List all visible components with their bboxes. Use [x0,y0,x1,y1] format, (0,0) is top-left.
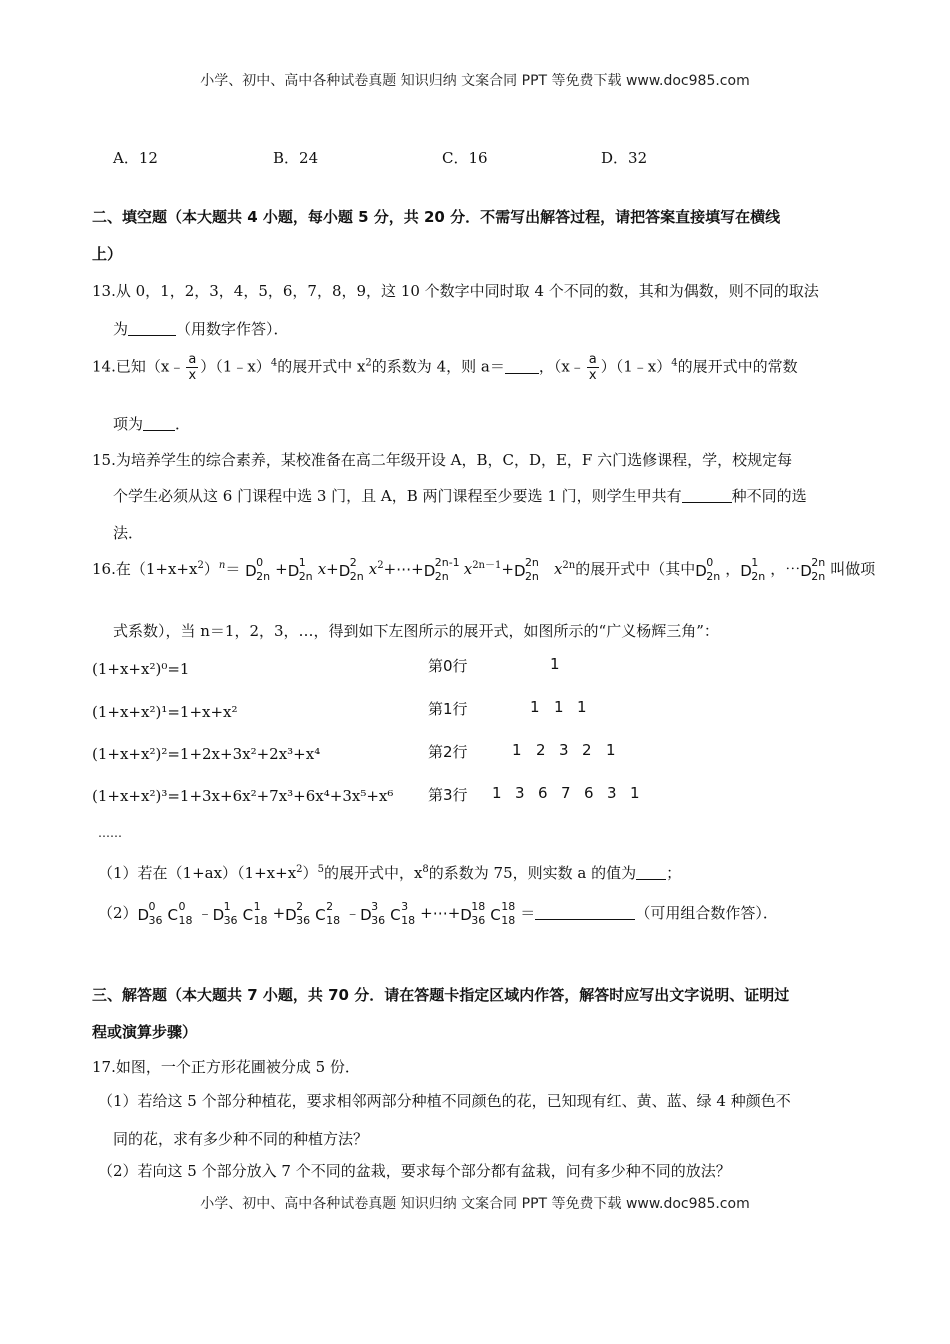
triangle-cell: 3 [607,784,617,802]
triangle-label-row3: 第3行 [428,786,468,804]
continuation-dots: …… [98,826,122,840]
q16-part3: ＝ [225,560,241,578]
triangle-label-row2: 第2行 [428,743,468,761]
triangle-label-row0: 第0行 [428,657,468,675]
q14-part6: ）（1﹣x） [600,357,672,376]
q14-text-d: ． [175,415,191,433]
q14-answer-blank-a [505,359,539,374]
q16-coef-d2nb: D 2n 2n [800,556,826,583]
option-c: C．16 [442,149,488,167]
q16-coef-d0: D 0 2n [245,556,271,583]
q14-part5: ，（x﹣ [538,357,585,376]
option-b: B．24 [273,149,319,167]
q16-coef-d1b: D 1 2n [740,556,766,583]
expansion-row-3: (1+x+x²)³=1+3x+6x²+7x³+6x⁴+3x⁵+x⁶ [92,787,394,805]
q15-answer-blank [682,488,732,503]
q14-part1: 14.已知（x﹣ [92,357,185,376]
q16-sub2-blank [535,905,635,920]
q17-line2: （1）若给这 5 个部分种植花，要求相邻两部分种植不同颜色的花，已知现有红、黄、蓝、绿 4 种颜色不 [98,1092,791,1110]
q16-coef-d2: D 2 2n [338,556,364,583]
q16-sub2-c1: C 1 18 [242,900,268,927]
section3-title-cont: 程或演算步骤） [92,1023,198,1041]
q16-line1: 16.在$(1+x+x^2)^n=$ D 0 2n + D 1 2n x+ D 2 2n $x^2+\cdots+$ D 2n-1 2n $x^{2n-1}+$ D 2n 2n $x^{2n}$的展开式中（其中 D 0 2n ， D 1 2n ，⋯ D 2n 2n 叫做项 [92,556,876,583]
page-header: 小学、初中、高中各种试卷真题 知识归纳 文案合同 PPT 等免费下载 www.doc985.com [200,73,750,89]
q16-sub2-d1: D 1 36 [212,900,238,927]
q15-text-a: 个学生必须从这 6 门课程中选 3 门，且 A，B 两门课程至少要选 1 门，则学生甲共有 [113,487,682,505]
q16-sub2-c0: C 0 18 [167,900,193,927]
q14-line2 [113,413,190,434]
q17-line1: 17.如图，一个正方形花圃被分成 5 份． [92,1058,360,1076]
section2-title: 二、填空题（本大题共 4 小题，每小题 5 分，共 20 分．不需写出解答过程，请把答案直接填写在横线 [92,208,781,226]
triangle-cell: 1 [554,698,564,716]
q14-exp-4: 4 [270,357,278,369]
triangle-cell: 1 [630,784,640,802]
q16-coef-d2n: D 2n 2n [513,556,539,583]
triangle-cell: 3 [559,741,569,759]
triangle-cell: 1 [492,784,502,802]
q15-line3: 法． [113,524,144,542]
q14-answer-blank-b [143,416,175,431]
triangle-cell: 2 [582,741,592,759]
q16-part2: ） [203,560,219,578]
q14-part7: 的展开式中的常数 [677,357,798,376]
q14-part3: 的展开式中 x [277,357,366,376]
triangle-cell: 7 [561,784,571,802]
q16-sub2-eq: ＝ [520,904,536,922]
q16-sub1-blank [636,865,666,880]
q16-sub1-a: （1）若在（1+ax）（1+x+x [98,864,297,882]
q16-line2: 式系数），当 n＝1，2，3，…，得到如下左图所示的展开式，如图所示的“广义杨辉三角”： [113,622,719,640]
q16-sub2-d18: D 18 36 [460,900,486,927]
expansion-row-0: (1+x+x²)⁰=1 [92,660,190,678]
q13-text-a: 为 [113,320,129,338]
q17-line3: 同的花，求有多少种不同的种植方法？ [113,1130,369,1148]
q16-coef-d2n-1: D 2n-1 2n [423,556,460,583]
q15-text-b: 种不同的选 [731,487,807,505]
q16-sub2-d0: D 0 36 [137,900,163,927]
q15-line2 [113,485,807,506]
q16-sub2-d2: D 2 36 [285,900,311,927]
q14-line1 [92,352,798,383]
expansion-row-2: (1+x+x²)²=1+2x+3x²+2x³+x⁴ [92,745,321,763]
q16-part5: 叫做项 [830,560,876,578]
q16-sub2-c2: C 2 18 [315,900,341,927]
option-d: D．32 [601,149,648,167]
expansion-row-1: (1+x+x²)¹=1+x+x² [92,703,238,721]
q16-sub2-a: （2） [98,904,138,922]
q14-part4: 的系数为 4，则 a＝ [371,357,505,376]
q14-exp-2: 2 [365,357,372,369]
q16-part4: 的展开式中（其中 [575,560,696,578]
q14-exp-4b: 4 [671,357,678,369]
q14-part2: ）（1﹣x） [200,357,271,376]
q16-sub2-d3: D 3 36 [360,900,386,927]
q13-line2 [113,318,289,339]
q13-line1: 13.从 0，1，2，3，4，5，6，7，8，9，这 10 个数字中同时取 4 个不同的数，其和为偶数，则不同的取法 [92,282,819,300]
triangle-cell: 1 [577,698,587,716]
option-a: A．12 [113,149,158,167]
q16-sub1-d: 的系数为 75，则实数 a 的值为 [428,864,637,882]
q13-text-b: （用数字作答）． [176,320,289,338]
q17-line4: （2）若向这 5 个部分放入 7 个不同的盆栽，要求每个部分都有盆栽，问有多少种不同的放法？ [98,1162,731,1180]
triangle-cell: 6 [538,784,548,802]
triangle-cell: 1 [512,741,522,759]
triangle-cell: 6 [584,784,594,802]
triangle-cell: 1 [606,741,616,759]
triangle-cell: 1 [530,698,540,716]
page-footer: 小学、初中、高中各种试卷真题 知识归纳 文案合同 PPT 等免费下载 www.doc985.com [200,1196,750,1212]
q16-sub2: （2） D 0 36 C 0 18 ﹣ D 1 36 C 1 18 + D 2 36 C 2 18 ﹣ D 3 36 C 3 18 +⋯+ D 18 36 C 18 18 ＝ （可用组合数作答）． [98,900,778,927]
section2-title-cont: 上） [92,245,123,263]
q14-fraction-1: $\frac{a}{x}$ [188,352,197,383]
q16-sub1-b: ） [302,864,318,882]
q16-sub2-c3: C 3 18 [390,900,416,927]
q16-sub1-c: 的展开式中，x [323,864,423,882]
q15-line1: 15.为培养学生的综合素养，某校准备在高二年级开设 A，B，C，D，E，F 六门选修课程，学，校规定每 [92,451,793,469]
q14-fraction-2: $\frac{a}{x}$ [588,352,597,383]
q16-coef-d0b: D 0 2n [695,556,721,583]
triangle-cell: 1 [550,655,560,673]
q13-answer-blank [128,321,176,336]
q16-sub1-e: ； [666,864,682,882]
q16-sub2-c: （可用组合数作答）． [635,904,778,922]
triangle-label-row1: 第1行 [428,700,468,718]
triangle-cell: 3 [515,784,525,802]
q16-sub1: （1）若在$(1+ax)(1+x+x^2)^5$的展开式中，$x^8$的系数为 75，则实数 a 的值为 ； [98,864,682,882]
q14-text-c: 项为 [113,415,144,433]
triangle-cell: 2 [536,741,546,759]
q16-coef-d1: D 1 2n [287,556,313,583]
section3-title: 三、解答题（本大题共 7 小题，共 70 分．请在答题卡指定区域内作答，解答时应写出文字说明、证明过 [92,986,790,1004]
q16-sub2-c18: C 18 18 [490,900,516,927]
q16-part1: 16.在（1+x+x [92,560,198,578]
